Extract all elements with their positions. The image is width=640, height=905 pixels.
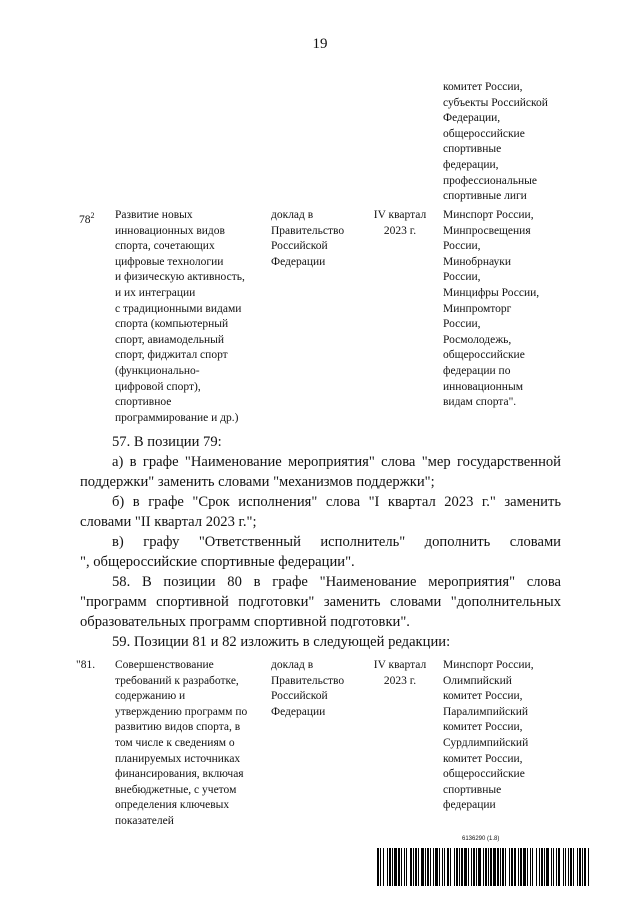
row-78-2-deadline: IV квартал 2023 г. xyxy=(373,209,427,237)
row-78-2-event: Развитие новых инновационных видов спорта, сочетающих цифровые технологии и физическую активность, и их интеграции с традиционными видами спорта (компьютерный спорт, авиамодельный спорт, фиджитал спорт (функционально- цифровой спорт), спортивное программирование и др.) xyxy=(115,209,245,424)
paragraph-57c-line1: в) графу "Ответственный исполнитель" дополнить словами xyxy=(112,534,561,550)
paragraph-58-line3: образовательных программ спортивной подготовки". xyxy=(80,614,410,630)
paragraph-57b-line1: б) в графе "Срок исполнения" слова "I квартал 2023 г." заменить xyxy=(112,494,561,510)
row-81-number: "81. xyxy=(76,659,96,671)
top-executors-cell: комитет России, субъекты Российской Федерации, общероссийские спортивные федерации, профессиональные спортивные лиги xyxy=(443,81,548,203)
row-81-executors: Минспорт России, Олимпийский комитет России, Паралимпийский комитет России, Сурдлимпийский комитет России, общероссийские спортивные федерации xyxy=(443,659,534,812)
paragraph-58-line1: 58. В позиции 80 в графе "Наименование мероприятия" слова xyxy=(112,574,561,590)
paragraph-58-line2: "программ спортивной подготовки" заменить словами "дополнительных xyxy=(80,594,561,610)
row-number-superscript: 2 xyxy=(90,211,95,220)
paragraph-57c-line2: ", общероссийские спортивные федерации". xyxy=(80,554,355,570)
row-78-2-number xyxy=(79,208,95,228)
barcode-image xyxy=(377,848,590,886)
row-81-deadline: IV квартал 2023 г. xyxy=(373,659,427,687)
paragraph-57a-line2: поддержки" заменить словами "механизмов поддержки"; xyxy=(80,474,435,490)
row-number: 78 xyxy=(79,213,91,226)
page-number: 19 xyxy=(312,36,328,52)
paragraph-57a-line1: а) в графе "Наименование мероприятия" слова "мер государственной xyxy=(112,454,561,470)
paragraph-57: 57. В позиции 79: xyxy=(112,434,222,450)
paragraph-59: 59. Позиции 81 и 82 изложить в следующей редакции: xyxy=(112,634,451,650)
row-81-event: Совершенствование требований к разработке, содержанию и утверждению программ по развитию видов спорта, в том числе к сведениям о планируемых источниках финансирования, включая внебюджетные, с учетом определения ключевых показателей xyxy=(115,659,248,827)
row-78-2-result: доклад в Правительство Российской Федерации xyxy=(271,209,345,268)
paragraph-57b-line2: словами "II квартал 2023 г."; xyxy=(80,514,257,530)
row-78-2-executors: Минспорт России, Минпросвещения России, Минобрнауки России, Минцифры России, Минпромторг России, Росмолодежь, общероссийские федерации по инновационным видам спорта". xyxy=(443,209,540,409)
row-81-result: доклад в Правительство Российской Федерации xyxy=(271,659,345,718)
barcode-caption: 6136290 (1.8) xyxy=(462,836,500,842)
